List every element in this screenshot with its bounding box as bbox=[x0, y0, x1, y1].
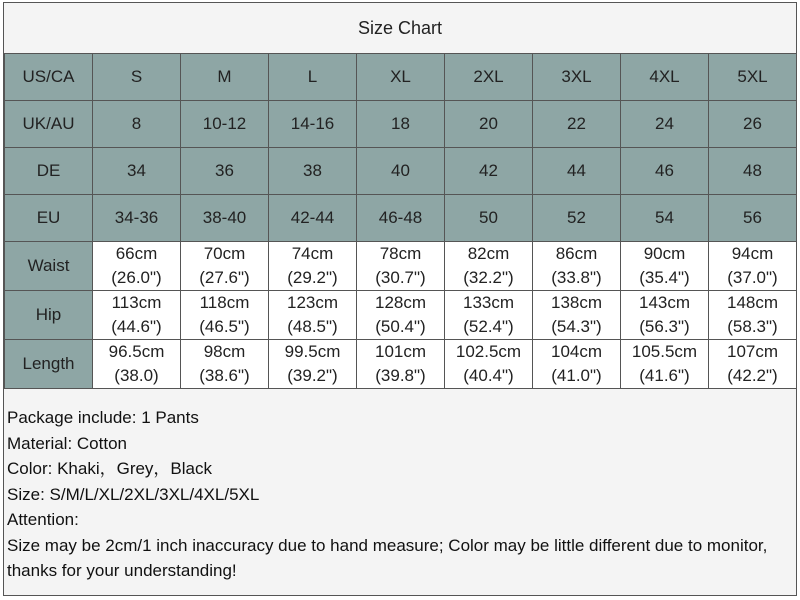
material-note: Material: Cotton bbox=[7, 433, 127, 453]
cm-value: 102.5cm bbox=[455, 342, 522, 361]
cm-value: 105.5cm bbox=[631, 342, 698, 361]
measure-row-waist bbox=[5, 242, 797, 291]
package-note: Package include: 1 Pants bbox=[7, 408, 199, 427]
cm-value: 101cm bbox=[374, 342, 427, 361]
size-cell: L bbox=[269, 54, 357, 101]
size-cell: 24 bbox=[621, 101, 709, 148]
measure-cell bbox=[181, 242, 269, 291]
inch-value: (29.2") bbox=[287, 268, 338, 287]
size-cell: 52 bbox=[533, 195, 621, 242]
measure-cell bbox=[709, 242, 797, 291]
measure-cell bbox=[445, 340, 533, 389]
size-row-de bbox=[5, 148, 797, 195]
size-cell: 38 bbox=[269, 148, 357, 195]
inch-value: (58.3") bbox=[727, 317, 778, 336]
size-cell: 20 bbox=[445, 101, 533, 148]
size-cell: 42 bbox=[445, 148, 533, 195]
inch-value: (40.4") bbox=[463, 366, 514, 385]
cm-value: 118cm bbox=[199, 293, 250, 312]
row-label: Waist bbox=[5, 242, 93, 291]
size-cell: 34 bbox=[93, 148, 181, 195]
measure-cell bbox=[269, 291, 357, 340]
size-cell: 8 bbox=[93, 101, 181, 148]
measure-cell bbox=[93, 242, 181, 291]
size-row-eu bbox=[5, 195, 797, 242]
cm-value: 107cm bbox=[726, 342, 779, 361]
measure-cell bbox=[357, 340, 445, 389]
measure-cell bbox=[533, 291, 621, 340]
cm-value: 96.5cm bbox=[108, 342, 165, 361]
attention-heading: Attention: bbox=[7, 510, 79, 529]
row-label: Length bbox=[5, 340, 93, 389]
measure-cell bbox=[181, 340, 269, 389]
size-chart bbox=[3, 2, 797, 596]
size-cell: 46 bbox=[621, 148, 709, 195]
size-cell: 4XL bbox=[621, 54, 709, 101]
size-cell: XL bbox=[357, 54, 445, 101]
cm-value: 74cm bbox=[291, 244, 334, 263]
size-cell: 46-48 bbox=[357, 195, 445, 242]
size-row-us-ca bbox=[5, 54, 797, 101]
measure-cell bbox=[445, 291, 533, 340]
cm-value: 113cm bbox=[111, 293, 162, 312]
cm-value: 66cm bbox=[115, 244, 158, 263]
inch-value: (38.6") bbox=[199, 366, 250, 385]
inch-value: (27.6") bbox=[199, 268, 250, 287]
measure-cell bbox=[269, 242, 357, 291]
product-notes bbox=[7, 405, 787, 584]
measure-cell bbox=[357, 242, 445, 291]
size-cell: S bbox=[93, 54, 181, 101]
size-cell: 38-40 bbox=[181, 195, 269, 242]
size-cell: 22 bbox=[533, 101, 621, 148]
cm-value: 138cm bbox=[550, 293, 603, 312]
measure-cell bbox=[445, 242, 533, 291]
row-label: US/CA bbox=[5, 54, 93, 101]
size-cell: 56 bbox=[709, 195, 797, 242]
cm-value: 90cm bbox=[643, 244, 686, 263]
size-cell: 42-44 bbox=[269, 195, 357, 242]
inch-value: (44.6") bbox=[111, 317, 162, 336]
measure-cell bbox=[621, 242, 709, 291]
inch-value: (38.0) bbox=[114, 366, 159, 385]
measure-cell bbox=[709, 291, 797, 340]
size-cell: 3XL bbox=[533, 54, 621, 101]
size-cell: 44 bbox=[533, 148, 621, 195]
cm-value: 94cm bbox=[731, 244, 774, 263]
size-cell: 34-36 bbox=[93, 195, 181, 242]
size-note: Size: S/M/L/XL/2XL/3XL/4XL/5XL bbox=[7, 484, 260, 504]
size-cell: 10-12 bbox=[181, 101, 269, 148]
cm-value: 70cm bbox=[203, 244, 246, 263]
cm-value: 98cm bbox=[203, 342, 246, 361]
measure-cell bbox=[621, 291, 709, 340]
size-cell: 40 bbox=[357, 148, 445, 195]
inch-value: (32.2") bbox=[463, 268, 514, 287]
inch-value: (52.4") bbox=[463, 317, 514, 336]
inch-value: (46.5") bbox=[199, 317, 250, 336]
inch-value: (39.2") bbox=[287, 366, 338, 385]
row-label: Hip bbox=[5, 291, 93, 340]
inch-value: (41.0") bbox=[551, 366, 602, 385]
measure-row-length bbox=[5, 340, 797, 389]
measure-cell bbox=[533, 340, 621, 389]
measure-cell bbox=[181, 291, 269, 340]
measure-cell bbox=[93, 291, 181, 340]
inch-value: (30.7") bbox=[375, 268, 426, 287]
cm-value: 148cm bbox=[726, 293, 779, 312]
size-cell: 18 bbox=[357, 101, 445, 148]
size-cell: 54 bbox=[621, 195, 709, 242]
inch-value: (42.2") bbox=[727, 366, 778, 385]
measure-cell bbox=[93, 340, 181, 389]
cm-value: 99.5cm bbox=[284, 342, 341, 361]
chart-title: Size Chart bbox=[4, 3, 796, 54]
cm-value: 133cm bbox=[462, 293, 515, 312]
measure-cell bbox=[709, 340, 797, 389]
size-cell: 14-16 bbox=[269, 101, 357, 148]
size-cell: M bbox=[181, 54, 269, 101]
cm-value: 143cm bbox=[638, 293, 691, 312]
inch-value: (35.4") bbox=[639, 268, 690, 287]
row-label: UK/AU bbox=[5, 101, 93, 148]
cm-value: 123cm bbox=[286, 293, 339, 312]
inch-value: (56.3") bbox=[639, 317, 690, 336]
inch-value: (54.3") bbox=[551, 317, 602, 336]
inch-value: (50.4") bbox=[375, 317, 426, 336]
inch-value: (26.0") bbox=[111, 268, 162, 287]
inch-value: (41.6") bbox=[639, 366, 690, 385]
cm-value: 128cm bbox=[374, 293, 427, 312]
cm-value: 82cm bbox=[467, 244, 510, 263]
row-label: EU bbox=[5, 195, 93, 242]
disclaimer-text: Size may be 2cm/1 inch inaccuracy due to hand measure; Color may be little different due to monitor, thanks for your understanding! bbox=[7, 535, 768, 580]
size-cell: 5XL bbox=[709, 54, 797, 101]
measure-cell bbox=[621, 340, 709, 389]
cm-value: 104cm bbox=[550, 342, 603, 361]
cm-value: 86cm bbox=[555, 244, 598, 263]
color-note: Color: Khaki，Grey，Black bbox=[7, 459, 213, 478]
size-row-uk-au bbox=[5, 101, 797, 148]
measure-cell bbox=[357, 291, 445, 340]
cm-value: 78cm bbox=[379, 244, 422, 263]
size-cell: 26 bbox=[709, 101, 797, 148]
inch-value: (48.5") bbox=[287, 317, 338, 336]
inch-value: (33.8") bbox=[551, 268, 602, 287]
size-table bbox=[4, 53, 797, 389]
inch-value: (37.0") bbox=[727, 268, 778, 287]
measure-cell bbox=[533, 242, 621, 291]
measure-cell bbox=[269, 340, 357, 389]
size-cell: 36 bbox=[181, 148, 269, 195]
size-cell: 50 bbox=[445, 195, 533, 242]
size-cell: 48 bbox=[709, 148, 797, 195]
size-cell: 2XL bbox=[445, 54, 533, 101]
row-label: DE bbox=[5, 148, 93, 195]
inch-value: (39.8") bbox=[375, 366, 426, 385]
measure-row-hip bbox=[5, 291, 797, 340]
